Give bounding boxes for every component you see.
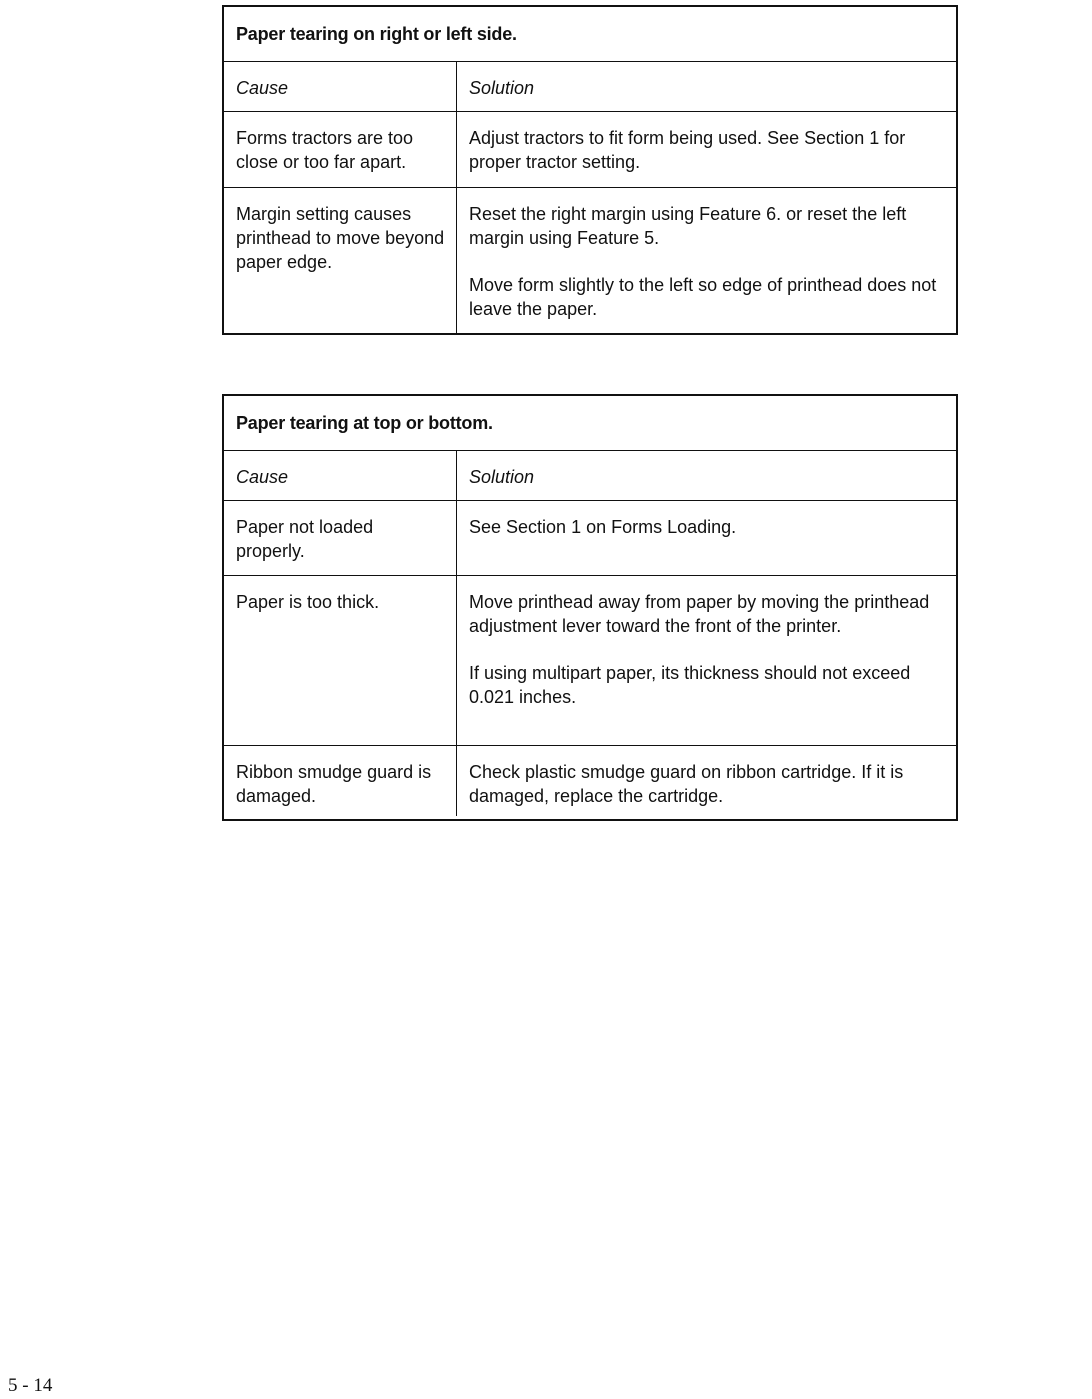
table-row xyxy=(224,576,956,746)
solution-paragraph: Move printhead away from paper by moving the printhead adjustment lever toward the front of the printer. xyxy=(469,592,930,636)
cause-cell: Ribbon smudge guard is damaged. xyxy=(224,746,457,816)
solution-cell xyxy=(457,188,956,333)
solution-cell xyxy=(457,576,956,745)
solution-paragraph: Adjust tractors to fit form being used. See Section 1 for proper tractor setting. xyxy=(469,128,906,172)
cause-header: Cause xyxy=(224,62,457,111)
table-title: Paper tearing at top or bottom. xyxy=(224,396,956,451)
cause-cell: Forms tractors are too close or too far apart. xyxy=(224,112,457,187)
solution-paragraph: If using multipart paper, its thickness should not exceed 0.021 inches. xyxy=(469,663,911,707)
solution-paragraph: See Section 1 on Forms Loading. xyxy=(469,517,737,537)
table-row xyxy=(224,501,956,576)
cause-header: Cause xyxy=(224,451,457,500)
troubleshooting-table-side-tearing xyxy=(222,5,958,335)
solution-header: Solution xyxy=(469,78,535,98)
solution-cell xyxy=(457,501,956,575)
solution-header: Solution xyxy=(469,467,535,487)
cause-cell: Margin setting causes printhead to move beyond paper edge. xyxy=(224,188,457,333)
solution-paragraph: Move form slightly to the left so edge of printhead does not leave the paper. xyxy=(469,275,937,319)
table-header-row xyxy=(224,451,956,501)
solution-paragraph: Check plastic smudge guard on ribbon cartridge. If it is damaged, replace the cartridge. xyxy=(469,762,904,806)
solution-paragraph: Reset the right margin using Feature 6. or reset the left margin using Feature 5. xyxy=(469,204,907,248)
cause-cell: Paper is too thick. xyxy=(224,576,457,745)
cause-cell: Paper not loaded properly. xyxy=(224,501,457,575)
table-header-row xyxy=(224,62,956,112)
table-title: Paper tearing on right or left side. xyxy=(224,7,956,62)
table-row xyxy=(224,112,956,188)
troubleshooting-table-top-bottom-tearing xyxy=(222,394,958,821)
page-number: 5 - 14 xyxy=(8,1375,53,1396)
solution-cell xyxy=(457,112,956,187)
table-row xyxy=(224,188,956,333)
table-row xyxy=(224,746,956,816)
solution-cell xyxy=(457,746,956,816)
